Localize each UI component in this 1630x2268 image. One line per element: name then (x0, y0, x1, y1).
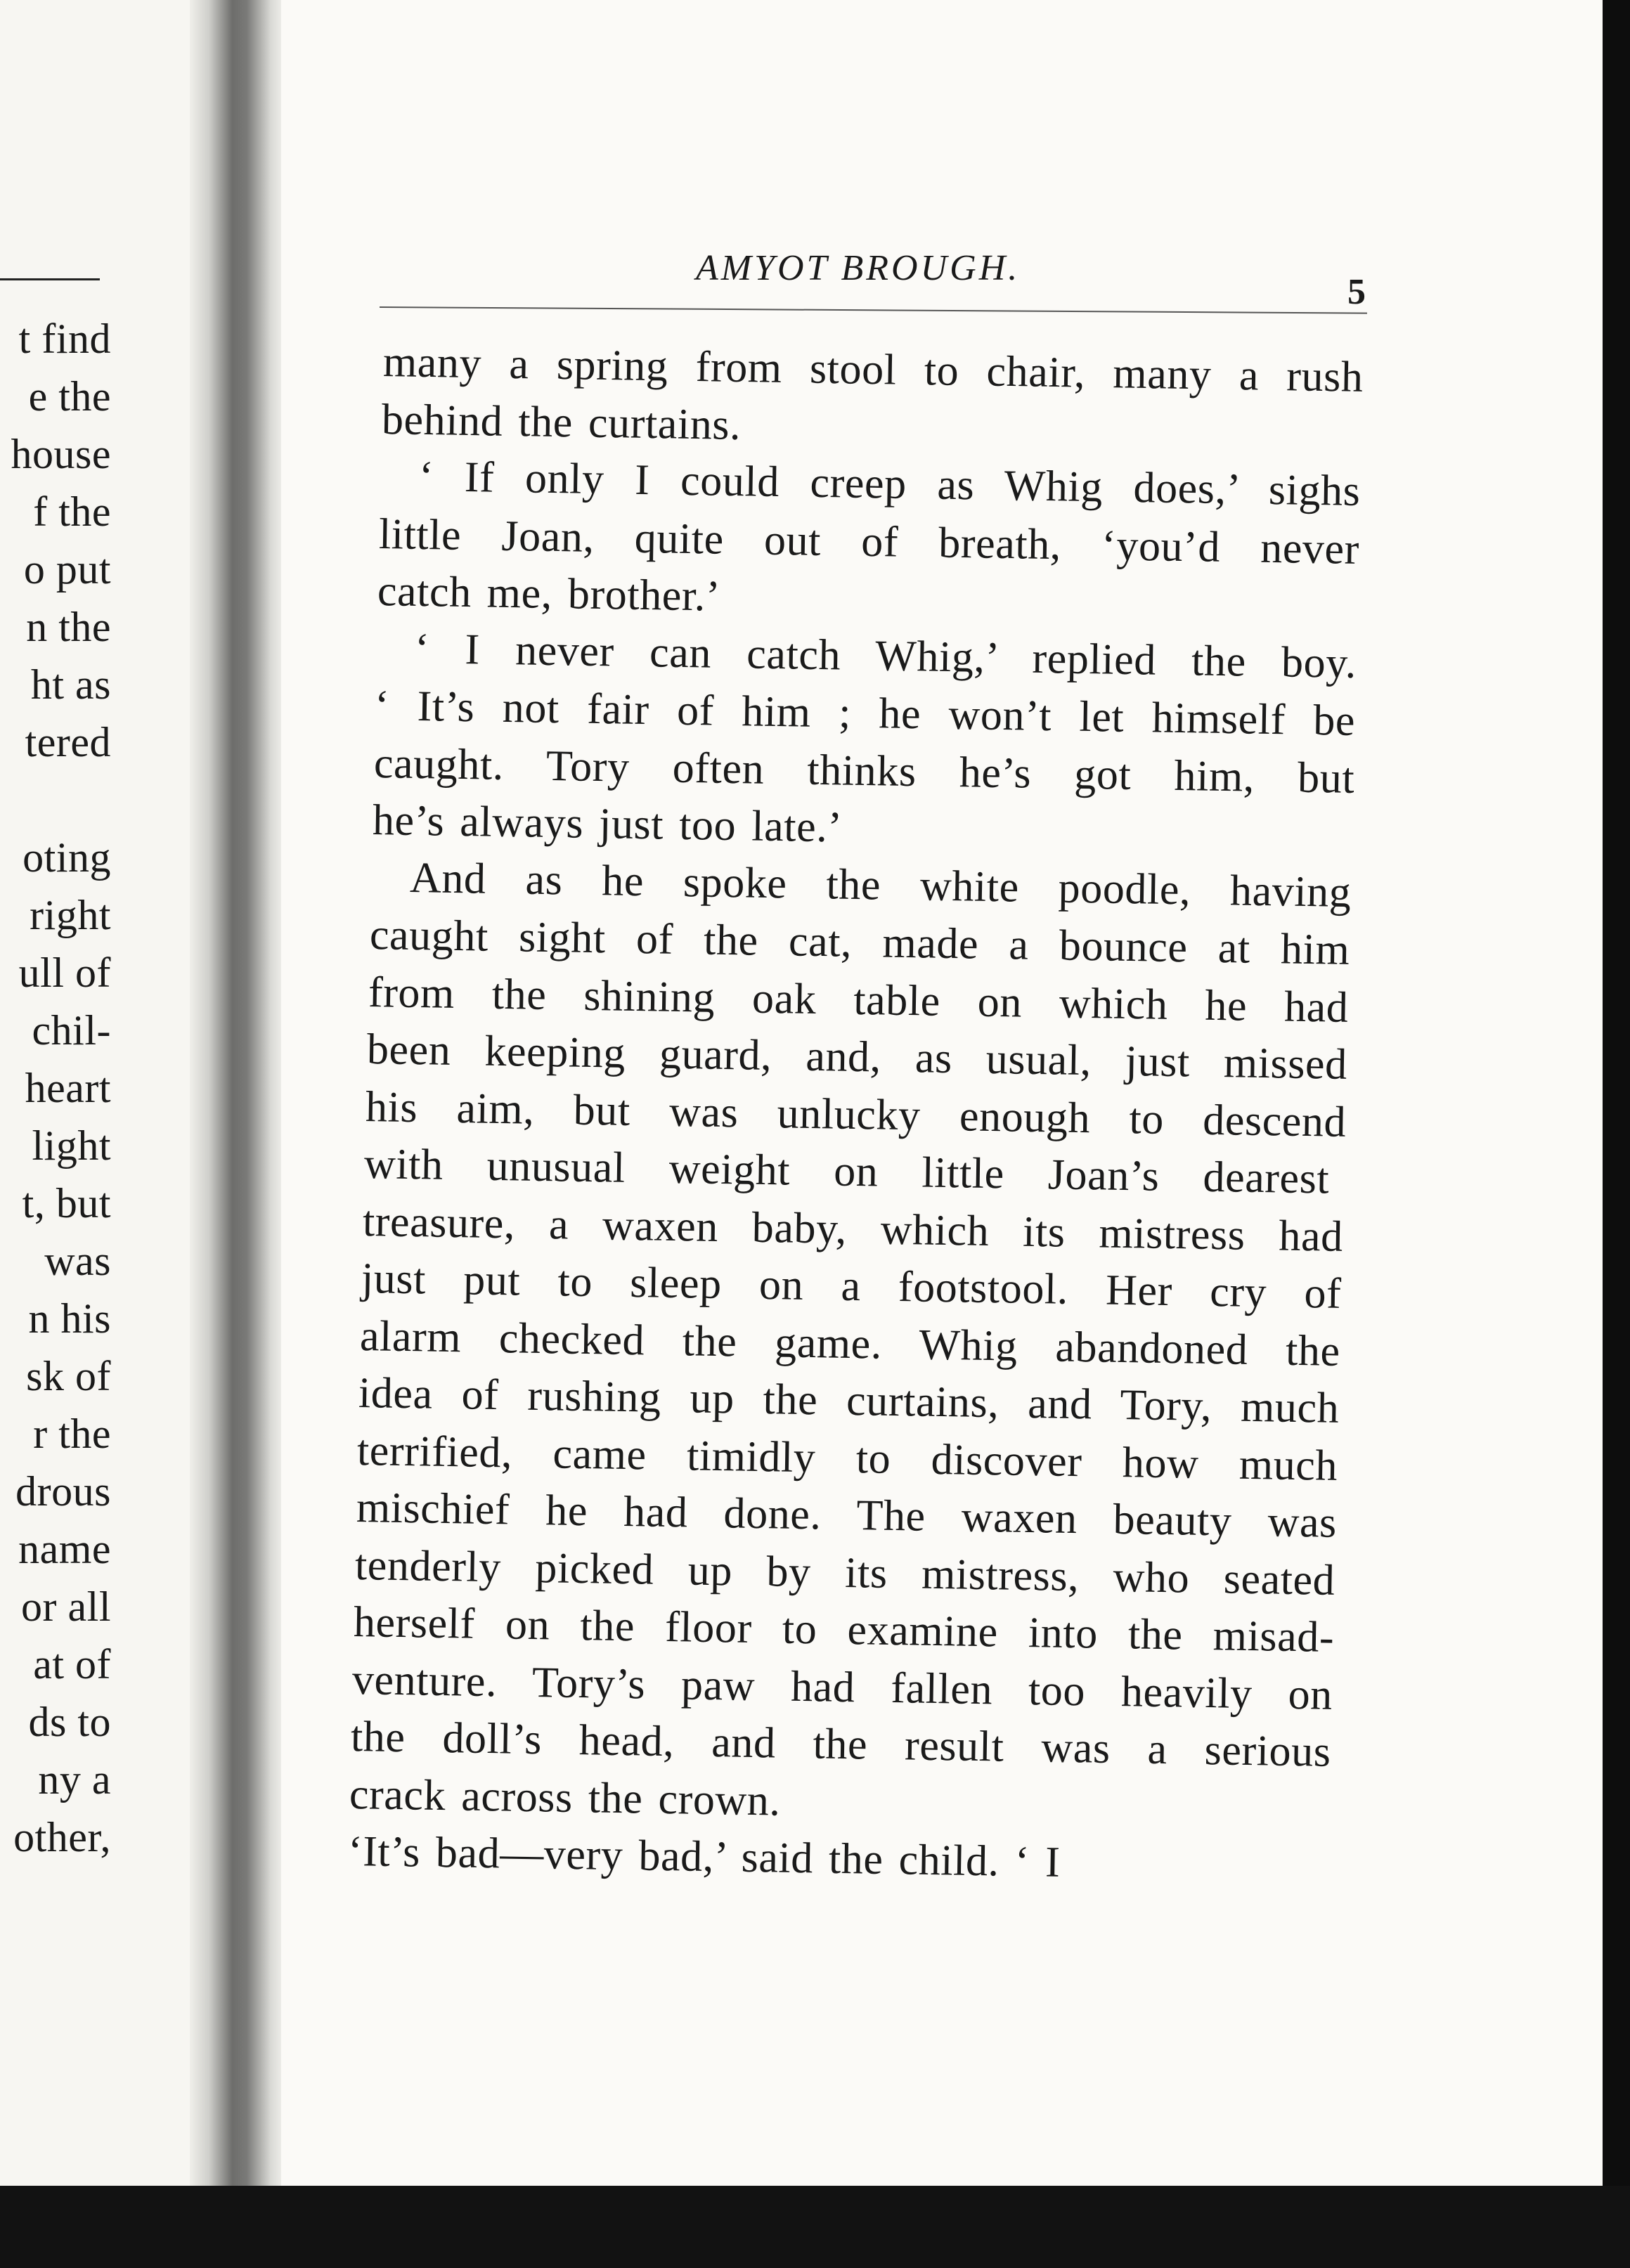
body-line: ‘ It’s not fair of him ; he won’t let himself be (374, 682, 1357, 745)
body-line: from the shining oak table on which he had (368, 968, 1349, 1032)
body-line: ‘It’s bad—very bad,’ said the child. ‘ I (347, 1827, 1061, 1886)
facing-page-line: ds to (28, 1699, 111, 1745)
body-line: alarm checked the game. Whig abandoned the (359, 1311, 1341, 1375)
body-line: little Joan, quite out of breath, ‘you’d never (378, 510, 1360, 574)
facing-page-line: n the (26, 604, 111, 650)
body-line: catch me, brother.’ (377, 567, 721, 621)
body-line: idea of rushing up the curtains, and Tory, much (358, 1369, 1340, 1432)
facing-page-line: n his (28, 1295, 111, 1342)
body-line: his aim, but was unlucky enough to descend (365, 1082, 1347, 1146)
scan-border-bottom (0, 2186, 1630, 2268)
facing-page-line: e the (28, 373, 111, 420)
body-line: caught. Tory often thinks he’s got him, but (373, 739, 1355, 803)
facing-page-line: right (30, 892, 111, 938)
facing-page-line: was (44, 1238, 111, 1284)
facing-page-line: ht as (30, 661, 111, 708)
body-line: the doll’s head, and the result was a serious (350, 1713, 1331, 1776)
page-number: 5 (1347, 272, 1366, 312)
body-line: crack across the crown. (349, 1770, 782, 1825)
facing-page-line: light (32, 1122, 111, 1169)
facing-page-line: sk of (26, 1353, 111, 1399)
facing-page-line: r the (33, 1411, 111, 1457)
body-line: venture. Tory’s paw had fallen too heavily on (351, 1655, 1333, 1719)
body-line: caught sight of the cat, made a bounce at him (369, 911, 1350, 974)
facing-page-line: drous (15, 1468, 111, 1515)
body-line: ‘ If only I could creep as Whig does,’ sighs (418, 453, 1361, 516)
body-line: with unusual weight on little Joan’s dearest (363, 1140, 1330, 1203)
facing-page-line: ny a (38, 1756, 111, 1803)
facing-page-line: ull of (18, 950, 111, 996)
facing-page-line: chil- (32, 1007, 111, 1054)
facing-page-line: t, but (22, 1180, 111, 1226)
body-line: just put to sleep on a footstool. Her cry of (361, 1255, 1343, 1318)
facing-page-line: o put (23, 546, 111, 592)
body-line: And as he spoke the white poodle, having (409, 853, 1352, 916)
body-line: terrified, came timidly to discover how much (356, 1426, 1339, 1490)
facing-page-line: house (11, 431, 111, 477)
facing-page-line: name (18, 1526, 111, 1572)
running-head: AMYOT BROUGH. (696, 248, 1021, 288)
body-line: ‘ I never can catch Whig,’ replied the boy. (414, 624, 1357, 687)
body-line: been keeping guard, and, as usual, just missed (366, 1025, 1348, 1089)
facing-page-line: f the (33, 488, 111, 535)
facing-page-line: tered (25, 719, 111, 765)
facing-page-line: oting (22, 834, 111, 881)
body-line: he’s always just too late.’ (372, 796, 843, 852)
facing-page-line: other, (13, 1814, 111, 1860)
facing-page-line: t find (18, 316, 111, 362)
facing-page-line: heart (25, 1065, 111, 1111)
body-line: behind the curtains. (381, 395, 742, 449)
body-line: tenderly picked up by its mistress, who seated (354, 1541, 1335, 1605)
body-line: herself on the floor to examine into the misad- (353, 1598, 1335, 1661)
facing-page-line: at of (33, 1641, 111, 1687)
body-line: many a spring from stool to chair, many a rush (382, 338, 1364, 401)
facing-page-line: or all (21, 1583, 111, 1630)
body-line: treasure, a waxen baby, which its mistress had (362, 1197, 1344, 1261)
body-line: mischief he had done. The waxen beauty was (356, 1484, 1337, 1547)
scan-border-right (1603, 0, 1630, 2268)
